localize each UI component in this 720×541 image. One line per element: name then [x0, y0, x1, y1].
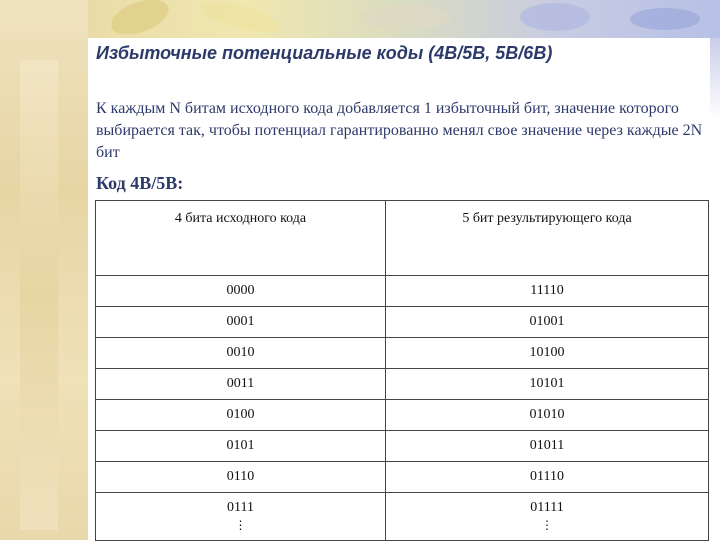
table-header-row	[96, 201, 709, 276]
source-code-cell: 0010	[96, 338, 386, 369]
source-code-cell-last	[96, 493, 386, 541]
table-row	[96, 369, 709, 400]
source-code-cell: 0101	[96, 431, 386, 462]
source-code-cell: 0001	[96, 307, 386, 338]
table-row	[96, 338, 709, 369]
table-row	[96, 431, 709, 462]
result-code-cell: 10100	[386, 338, 709, 369]
header-source-bits: 4 бита исходного кода	[96, 201, 386, 276]
slide-description: К каждым N битам исходного кода добавляется 1 избыточный бит, значение которого выбирается так, чтобы потенциал гарантированно менял свое значение через каждые 2N бит	[96, 100, 703, 161]
source-code-cell: 0100	[96, 400, 386, 431]
source-code-value: 0111	[227, 500, 254, 515]
source-code-cell: 0000	[96, 276, 386, 307]
slide-subtitle: Код 4B/5B:	[96, 173, 184, 193]
source-code-cell: 0110	[96, 462, 386, 493]
result-code-value: 01111	[530, 500, 564, 515]
result-code-cell: 01010	[386, 400, 709, 431]
result-code-cell: 11110	[386, 276, 709, 307]
continuation-ellipsis: ⋮	[541, 518, 553, 532]
header-result-bits: 5 бит результирующего кода	[386, 201, 709, 276]
result-code-cell: 10101	[386, 369, 709, 400]
result-code-cell-last	[386, 493, 709, 541]
result-code-cell: 01110	[386, 462, 709, 493]
result-code-cell: 01001	[386, 307, 709, 338]
result-code-cell: 01011	[386, 431, 709, 462]
table-row	[96, 307, 709, 338]
source-code-cell: 0011	[96, 369, 386, 400]
table-row	[96, 462, 709, 493]
table-row	[96, 276, 709, 307]
table-row	[96, 400, 709, 431]
table-row	[96, 493, 709, 541]
continuation-ellipsis: ⋮	[234, 518, 247, 532]
slide-title: Избыточные потенциальные коды (4B/5B, 5B/6B)	[96, 43, 553, 63]
code-table	[95, 200, 709, 541]
